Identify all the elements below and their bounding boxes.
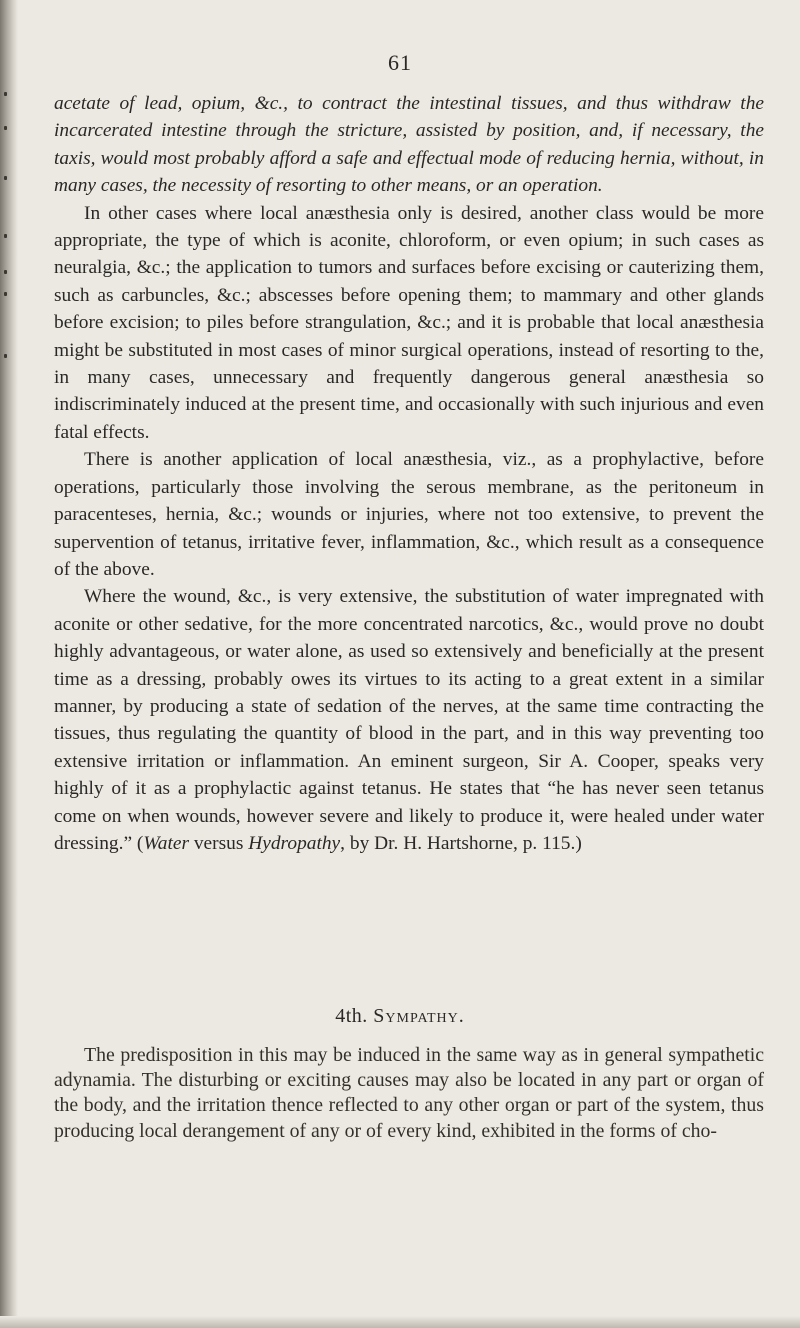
paragraph-prophylactive: There is another application of local anæsthesia, viz., as a prophylactive, before operations, particularly those involving the serous membrane, as the peritoneum in paracenteses, hernia, &c.; wounds or injuries, where not too extensive, to prevent the supervention of tetanus, irritative fever, inflammation, &c., which result as a consequence of the above. bbox=[54, 449, 764, 580]
section-title: Sympathy. bbox=[373, 1005, 465, 1027]
citation-title: Water bbox=[143, 832, 189, 854]
paragraph-local-anaesthesia: In other cases where local anæsthesia only is desired, another class would be more appropriate, the type of which is aconite, chloroform, or even opium; in such cases as neuralgia, &c.; the application to tumors and surfaces before excising or cauterizing them, such as carbuncles, &c.; abscesses before opening them; to mammary and other glands before excision; to piles before strangulation, &c.; and it is probable that local anæsthesia might be substituted in most cases of minor surgical operations, instead of resorting to the, in many cases, unnecessary and frequently dangerous general anæsthesia so indiscriminately induced at the present time, and occasionally with such injurious and even fatal effects. bbox=[54, 202, 764, 443]
citation-versus: versus bbox=[189, 832, 249, 854]
page-bottom-edge bbox=[0, 1316, 800, 1328]
section-heading bbox=[0, 1005, 800, 1028]
citation-book: Hydropathy bbox=[248, 832, 341, 854]
paragraph-sympathy: The predisposition in this may be induced in the same way as in general sympathetic adynamia. The disturbing or exciting causes may also be located in any part or organ of the body, and the irritation thence reflected to any other organ or part of the system, thus producing local derangement of any or of every kind, exhibited in the forms of cho- bbox=[54, 1044, 764, 1142]
paragraph-water-dressing bbox=[54, 583, 764, 857]
body-text-upper bbox=[54, 90, 764, 857]
body-text-lower bbox=[54, 1043, 764, 1144]
water-dressing-text: Where the wound, &c., is very extensive, the substitution of water impregnated with aconite or other sedative, for the more concentrated narcotics, &c., would prove no doubt highly advantageous, or water alone, as used so extensively and beneficially at the present time as a dressing, probably owes its virtues to its acting to a great extent in a similar manner, by producing a state of sedation of the nerves, at the same time contracting the tissues, thus regulating the quantity of blood in the part, and in this way preventing too extensive irritation or inflammation. An eminent surgeon, Sir A. Cooper, speaks very highly of it as a prophylactic against tetanus. He states that “he has never seen tetanus come on when wounds, however severe and likely to produce it, were healed under water dressing.” ( bbox=[54, 586, 764, 854]
page-number: 61 bbox=[388, 50, 412, 75]
section-number: 4th. bbox=[335, 1005, 368, 1027]
citation-author: , by Dr. H. Hartshorne, p. 115.) bbox=[340, 832, 582, 854]
paragraph-continued: acetate of lead, opium, &c., to contract the intestinal tissues, and thus withdraw the incarcerated intestine through the stricture, assisted by position, and, if necessary, the taxis, would most probably afford a safe and effectual mode of reducing hernia, without, in many cases, the necessity of resorting to other means, or an operation. bbox=[54, 93, 764, 197]
